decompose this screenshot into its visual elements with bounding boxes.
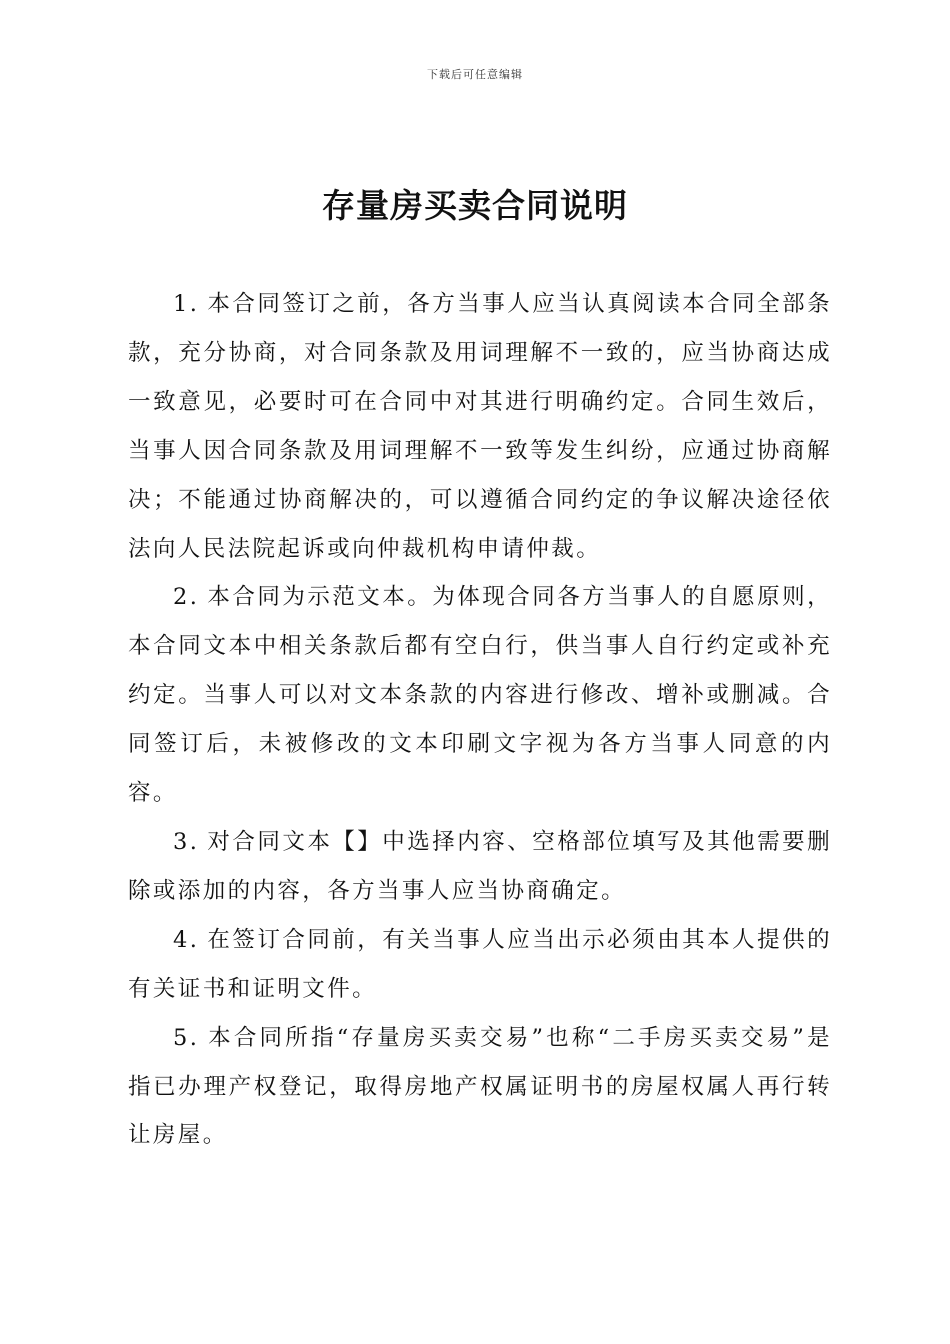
- paragraph-4: [128, 916, 832, 1014]
- paragraph-number: 3.: [173, 828, 200, 855]
- paragraph-text: 本合同为示范文本。为体现合同各方当事人的自愿原则，本合同文本中相关条款后都有空白行，供当事人自行约定或补充约定。当事人可以对文本条款的内容进行修改、增补或删减。合同签订后，未被修改的文本印刷文字视为各方当事人同意的内容。: [128, 584, 832, 807]
- document-body: [128, 280, 832, 1160]
- paragraph-text: 在签订合同前，有关当事人应当出示必须由其本人提供的有关证书和证明文件。: [128, 926, 832, 1002]
- paragraph-text: 对合同文本【】中选择内容、空格部位填写及其他需要删除或添加的内容，各方当事人应当协商确定。: [128, 828, 832, 904]
- paragraph-number: 5.: [173, 1024, 200, 1051]
- paragraph-number: 1.: [173, 291, 200, 317]
- paragraph-3: [128, 818, 832, 916]
- paragraph-text: 本合同签订之前，各方当事人应当认真阅读本合同全部条款，充分协商，对合同条款及用词理解不一致的，应当协商达成一致意见，必要时可在合同中对其进行明确约定。合同生效后，当事人因合同条款及用词理解不一致等发生纠纷，应通过协商解决；不能通过协商解决的，可以遵循合同约定的争议解决途径依法向人民法院起诉或向仲裁机构申请仲裁。: [128, 291, 832, 562]
- paragraph-1: [128, 280, 832, 573]
- paragraph-5: [128, 1014, 832, 1161]
- paragraph-number: 4.: [173, 926, 200, 953]
- paragraph-text: 本合同所指“存量房买卖交易”也称“二手房买卖交易”是指已办理产权登记，取得房地产权属证明书的房屋权属人再行转让房屋。: [128, 1024, 832, 1149]
- document-title: 存量房买卖合同说明: [322, 186, 628, 225]
- paragraph-number: 2.: [173, 584, 200, 611]
- paragraph-2: [128, 573, 832, 818]
- header-note: 下载后可任意编辑: [427, 68, 523, 81]
